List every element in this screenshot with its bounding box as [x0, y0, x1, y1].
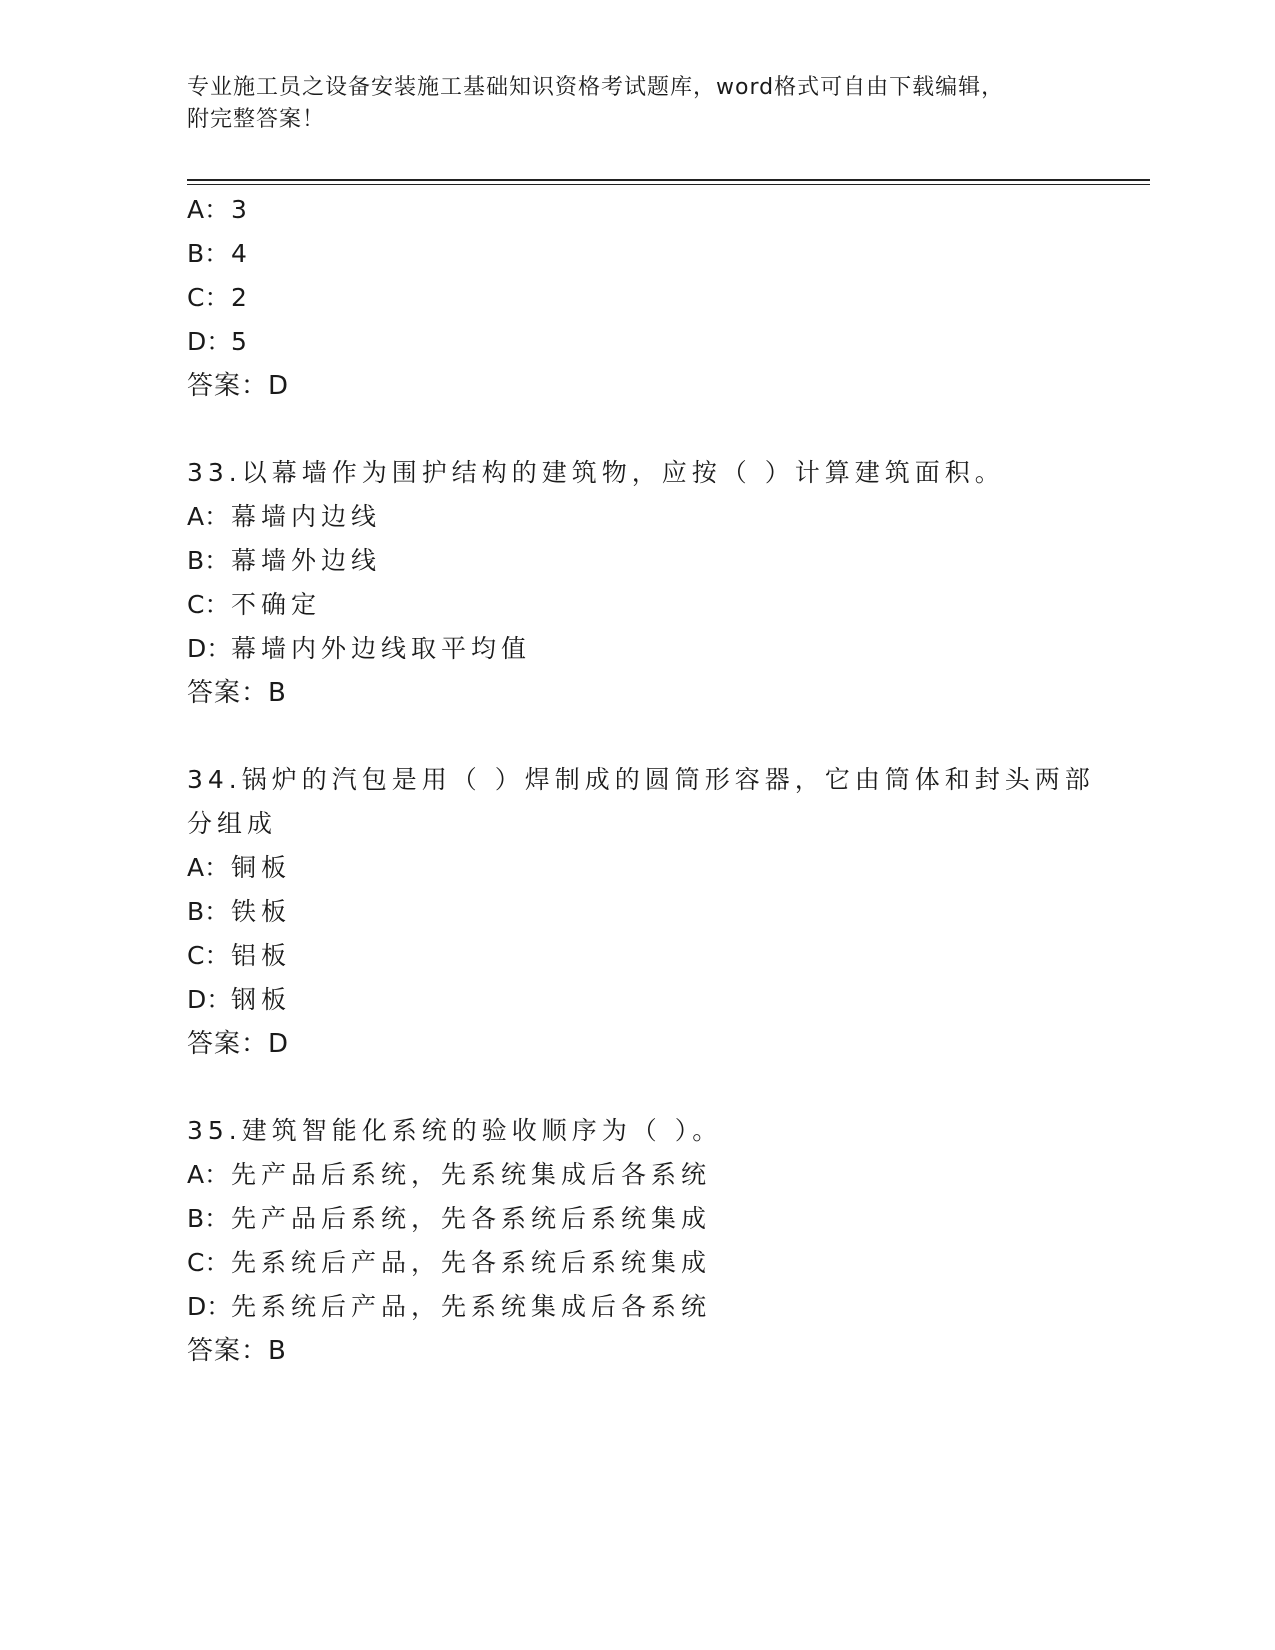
q33-option-c: [187, 590, 321, 620]
q34-answer: 答案：D: [187, 1029, 290, 1059]
q33-option-a: [187, 502, 381, 532]
q35-option-d: [187, 1292, 711, 1322]
q32-option-a: [187, 195, 252, 225]
option-label: D：: [187, 1292, 232, 1321]
q32-option-b: [187, 239, 252, 269]
option-text: 先系统后产品，先系统集成后各系统: [231, 1292, 712, 1321]
option-text: 先系统后产品，先各系统后系统集成: [231, 1248, 712, 1277]
option-label: B：: [187, 897, 230, 926]
option-text: 铜板: [231, 853, 292, 882]
option-label: A：: [187, 502, 230, 531]
q34-question-line-1: 34.锅炉的汽包是用（ ）焊制成的圆筒形容器，它由筒体和封头两部: [187, 765, 1095, 794]
option-label: C：: [187, 590, 230, 619]
header-line-2: 附完整答案！: [187, 107, 326, 132]
q35-question: 35.建筑智能化系统的验收顺序为（ ）。: [187, 1116, 723, 1145]
option-text: 2: [231, 283, 252, 312]
option-label: D：: [187, 327, 232, 356]
option-label: B：: [187, 239, 230, 268]
option-text: 3: [231, 195, 252, 224]
option-text: 幕墙外边线: [231, 546, 382, 575]
q34-question-line-2: 分组成: [187, 809, 278, 838]
q33-answer: 答案：B: [187, 678, 287, 708]
option-text: 钢板: [231, 985, 292, 1014]
option-label: C：: [187, 941, 230, 970]
option-label: D：: [187, 634, 232, 663]
q33-question: 33.以幕墙作为围护结构的建筑物，应按（ ）计算建筑面积。: [187, 458, 1005, 487]
option-text: 5: [231, 327, 252, 356]
q33-option-d: [187, 634, 531, 664]
header-divider-thin: [187, 184, 1150, 185]
q34-option-b: [187, 897, 291, 927]
q32-answer: 答案：D: [187, 371, 290, 401]
option-label: A：: [187, 853, 230, 882]
option-text: 先产品后系统，先系统集成后各系统: [231, 1160, 712, 1189]
q35-option-b: [187, 1204, 711, 1234]
option-text: 铝板: [231, 941, 292, 970]
q32-option-c: [187, 283, 252, 313]
q35-answer: 答案：B: [187, 1336, 287, 1366]
q32-option-d: [187, 327, 252, 357]
header-divider-thick: [187, 179, 1150, 181]
q34-option-a: [187, 853, 291, 883]
option-text: 4: [231, 239, 252, 268]
q33-option-b: [187, 546, 381, 576]
option-label: A：: [187, 195, 230, 224]
option-label: B：: [187, 1204, 230, 1233]
q35-option-c: [187, 1248, 711, 1278]
option-label: B：: [187, 546, 230, 575]
option-text: 先产品后系统，先各系统后系统集成: [231, 1204, 712, 1233]
option-text: 幕墙内边线: [231, 502, 382, 531]
q34-option-c: [187, 941, 291, 971]
header-line-1: 专业施工员之设备安装施工基础知识资格考试题库，word格式可自由下载编辑，: [187, 75, 1005, 100]
option-text: 幕墙内外边线取平均值: [231, 634, 532, 663]
q34-option-d: [187, 985, 291, 1015]
document-header: [187, 72, 1067, 136]
option-text: 铁板: [231, 897, 292, 926]
q35-option-a: [187, 1160, 711, 1190]
option-text: 不确定: [231, 590, 322, 619]
option-label: C：: [187, 283, 230, 312]
option-label: C：: [187, 1248, 230, 1277]
option-label: D：: [187, 985, 232, 1014]
option-label: A：: [187, 1160, 230, 1189]
